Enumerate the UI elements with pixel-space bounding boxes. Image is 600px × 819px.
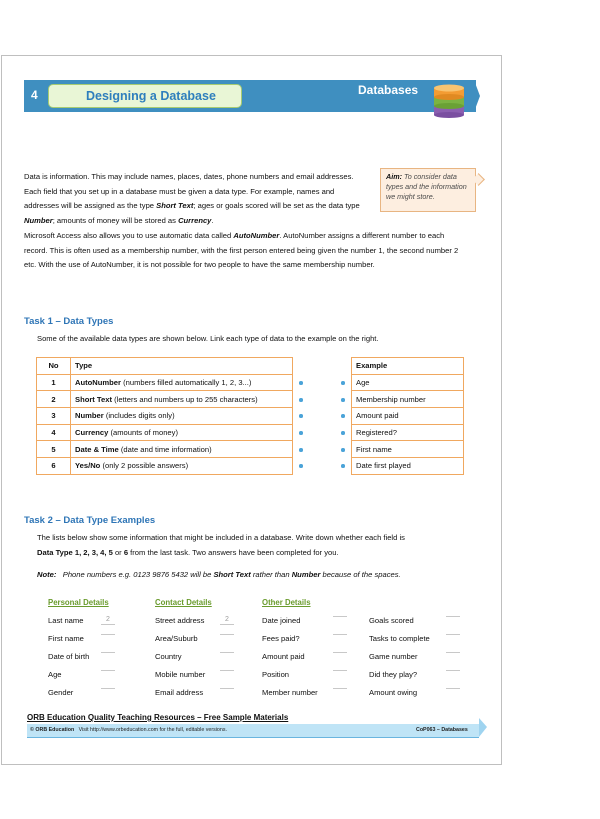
intro-paragraph-2 xyxy=(24,229,464,273)
table-row xyxy=(37,374,293,391)
type-name: Short Text xyxy=(75,394,112,404)
example-cell: Membership number xyxy=(352,391,464,408)
row-no: 1 xyxy=(37,374,71,391)
example-cell: Age xyxy=(352,374,464,391)
task1-instructions: Some of the available data types are shown below. Link each type of data to the example on the right. xyxy=(37,334,379,343)
footer-info xyxy=(30,727,227,733)
answer-field[interactable] xyxy=(101,688,115,689)
note-bold-2: Number xyxy=(291,570,321,579)
field-label: Last name xyxy=(48,616,84,625)
table-row xyxy=(352,391,464,408)
row-type xyxy=(71,458,293,475)
row-type xyxy=(71,441,293,458)
table-row xyxy=(37,441,293,458)
table-row xyxy=(352,374,464,391)
note-label: Note: xyxy=(37,570,57,579)
contact-details-heading: Contact Details xyxy=(155,598,212,607)
row-no: 6 xyxy=(37,458,71,475)
match-dot-right[interactable] xyxy=(341,414,345,418)
task2-line2: from the last task. Two answers have been completed for you. xyxy=(128,547,339,557)
type-desc: (date and time information) xyxy=(118,444,212,454)
personal-details-heading: Personal Details xyxy=(48,598,109,607)
type-desc: (includes digits only) xyxy=(103,411,175,421)
field-label: Game number xyxy=(369,652,418,661)
field-label: Goals scored xyxy=(369,616,414,625)
match-dot-right[interactable] xyxy=(341,448,345,452)
table-header-row xyxy=(37,358,293,375)
match-dot-right[interactable] xyxy=(341,464,345,468)
intro-paragraph-1 xyxy=(24,170,368,228)
intro-p1-bold-1: Short Text xyxy=(156,201,194,210)
header-type: Type xyxy=(71,358,293,375)
table-row xyxy=(37,424,293,441)
table-row xyxy=(352,424,464,441)
intro-p1-text-2: ; ages or goals scored will be set as the data type xyxy=(193,201,360,210)
field-label: Date of birth xyxy=(48,652,90,661)
answer-field[interactable] xyxy=(101,652,115,653)
type-name: Number xyxy=(75,411,104,421)
note-text-2: rather than xyxy=(250,570,292,579)
footer-title: ORB Education Quality Teaching Resources – Free Sample Materials xyxy=(27,713,289,722)
row-type xyxy=(71,391,293,408)
task1-heading: Task 1 – Data Types xyxy=(24,316,114,327)
footer-visit-text: Visit http://www.orbeducation.com for the full, editable versions. xyxy=(78,727,227,733)
type-name: Currency xyxy=(75,428,109,438)
match-dot-right[interactable] xyxy=(341,381,345,385)
answer-field[interactable] xyxy=(333,616,347,617)
table-row xyxy=(352,408,464,425)
answer-field[interactable] xyxy=(446,616,460,617)
answer-field[interactable] xyxy=(220,670,234,671)
answer-field[interactable] xyxy=(333,688,347,689)
field-label: Did they play? xyxy=(369,670,418,679)
table-row xyxy=(37,408,293,425)
answer-field[interactable]: 2 xyxy=(101,616,115,625)
header-banner-tip xyxy=(474,80,480,112)
table-row xyxy=(352,458,464,475)
intro-p1-bold-2: Number xyxy=(24,215,53,225)
intro-p2-text-2: . AutoNumber assigns a different number to each record. This is often used as a membership number, with the first person entered being given the number 1, the second number 2 etc. With the use of AutoNumber, it is not possible for two people to have the same membership number. xyxy=(24,231,459,269)
answer-field[interactable] xyxy=(446,688,460,689)
task2-bold-label: Data Type xyxy=(37,547,75,557)
field-label: Amount owing xyxy=(369,688,418,697)
page-number: 4 xyxy=(31,88,38,102)
task2-note xyxy=(37,570,401,579)
task2-instructions xyxy=(37,531,477,560)
type-desc: (numbers filled automatically 1, 2, 3...) xyxy=(120,378,252,388)
table-row xyxy=(37,458,293,475)
field-label: Area/Suburb xyxy=(155,634,198,643)
other-details-heading: Other Details xyxy=(262,598,311,607)
answer-field[interactable] xyxy=(220,652,234,653)
row-no: 2 xyxy=(37,391,71,408)
type-name: AutoNumber xyxy=(75,378,121,388)
row-no: 5 xyxy=(37,441,71,458)
task2-bold-nums: 1, 2, 3, 4, 5 xyxy=(74,547,113,557)
answer-field[interactable] xyxy=(446,652,460,653)
match-dot-left[interactable] xyxy=(299,464,303,468)
match-dot-left[interactable] xyxy=(299,431,303,435)
match-dot-left[interactable] xyxy=(299,448,303,452)
row-type xyxy=(71,374,293,391)
answer-field[interactable]: 2 xyxy=(220,616,234,625)
answer-field[interactable] xyxy=(220,688,234,689)
answer-field[interactable] xyxy=(220,634,234,635)
row-type xyxy=(71,408,293,425)
field-label: Tasks to complete xyxy=(369,634,430,643)
aim-text xyxy=(386,172,474,202)
row-no: 3 xyxy=(37,408,71,425)
section-title: Databases xyxy=(358,83,419,97)
intro-p2-bold: AutoNumber xyxy=(233,231,280,240)
field-label: Age xyxy=(48,670,62,679)
table-row xyxy=(352,441,464,458)
task2-bold-six: 6 xyxy=(123,547,129,557)
note-text-3: because of the spaces. xyxy=(320,570,401,579)
field-label: Amount paid xyxy=(262,652,305,661)
table-header-row xyxy=(352,358,464,375)
field-label: Position xyxy=(262,670,290,679)
example-cell: Registered? xyxy=(352,424,464,441)
footer-code: CoP063 – Databases xyxy=(416,727,468,733)
footer-bar-tip xyxy=(479,718,487,737)
examples-table xyxy=(351,357,464,475)
field-label: Mobile number xyxy=(155,670,206,679)
data-types-table xyxy=(36,357,293,475)
intro-p2-text: Microsoft Access also allows you to use automatic data called xyxy=(24,231,234,240)
field-label: Email address xyxy=(155,688,204,697)
type-name: Date & Time xyxy=(75,444,119,454)
row-no: 4 xyxy=(37,424,71,441)
type-name: Yes/No xyxy=(75,461,101,471)
type-desc: (amounts of money) xyxy=(108,428,178,438)
answer-field[interactable] xyxy=(446,670,460,671)
answer-field[interactable] xyxy=(101,670,115,671)
answer-field[interactable] xyxy=(446,634,460,635)
match-dot-left[interactable] xyxy=(299,398,303,402)
header-example: Example xyxy=(352,358,464,375)
task2-or: or xyxy=(112,547,124,557)
intro-p1-bold-3: Currency xyxy=(178,215,212,225)
example-cell: Amount paid xyxy=(352,408,464,425)
match-dot-left[interactable] xyxy=(299,414,303,418)
answer-field[interactable] xyxy=(333,670,347,671)
intro-p1-text-4: . xyxy=(211,215,214,225)
type-desc: (letters and numbers up to 255 characters) xyxy=(112,394,258,404)
field-label: Fees paid? xyxy=(262,634,300,643)
match-dot-right[interactable] xyxy=(341,431,345,435)
example-cell: First name xyxy=(352,441,464,458)
note-text: Phone numbers e.g. 0123 9876 5432 will be xyxy=(62,570,214,579)
field-label: First name xyxy=(48,634,84,643)
field-label: Member number xyxy=(262,688,318,697)
match-dot-right[interactable] xyxy=(341,398,345,402)
database-icon xyxy=(432,84,466,118)
answer-field[interactable] xyxy=(101,634,115,635)
field-label: Date joined xyxy=(262,616,301,625)
footer-copyright: © ORB Education xyxy=(30,727,75,733)
row-type xyxy=(71,424,293,441)
field-label: Country xyxy=(155,652,182,661)
task2-heading: Task 2 – Data Type Examples xyxy=(24,515,156,526)
example-cell: Date first played xyxy=(352,458,464,475)
task2-line1: The lists below show some information that might be included in a database. Write down whether each field is xyxy=(37,533,405,542)
table-row xyxy=(37,391,293,408)
answer-field[interactable] xyxy=(333,634,347,635)
header-no: No xyxy=(37,358,71,375)
page-title: Designing a Database xyxy=(86,89,216,103)
match-dot-left[interactable] xyxy=(299,381,303,385)
intro-p1-text: Data is information. This may include names, places, dates, phone numbers and email addresses. Each field that you set up in a database must be given a data type. For example, names and addresses will be assigned as the type xyxy=(24,172,354,210)
field-label: Street address xyxy=(155,616,205,625)
aim-description: To consider data types and the information we might store. xyxy=(386,172,467,201)
aim-label: Aim: xyxy=(386,172,402,181)
answer-field[interactable] xyxy=(333,652,347,653)
field-label: Gender xyxy=(48,688,74,697)
note-bold-1: Short Text xyxy=(213,570,251,579)
type-desc: (only 2 possible answers) xyxy=(100,461,189,471)
intro-p1-text-3: ; amounts of money will be stored as xyxy=(52,215,179,225)
